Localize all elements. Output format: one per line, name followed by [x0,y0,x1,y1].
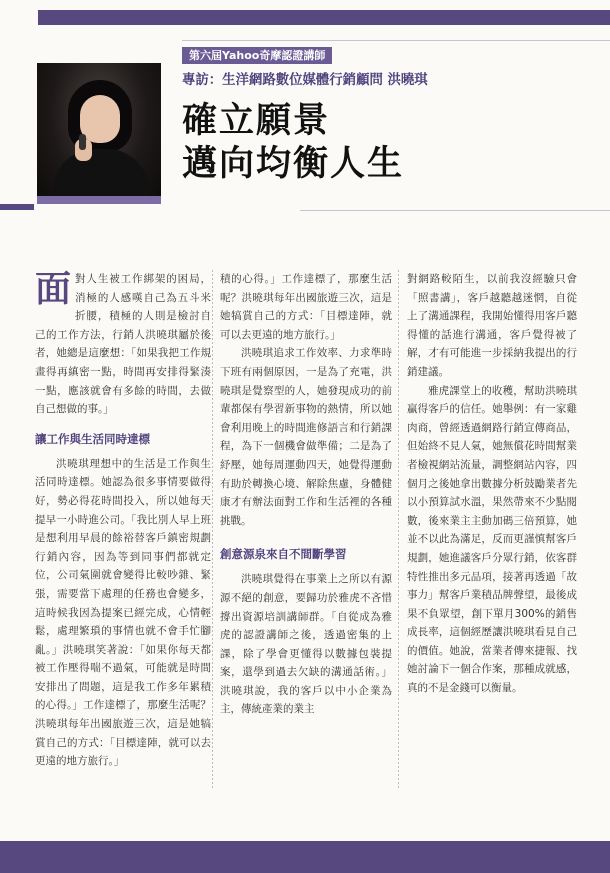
column-1 [35,270,211,833]
header-bottom-rule [300,210,610,211]
top-divider [182,40,610,41]
microphone-icon [79,134,86,150]
section-heading: 創意源泉來自不間斷學習 [220,547,347,562]
article-title [182,100,404,186]
body-paragraph: 洪曉琪理想中的生活是工作與生活同時達標。她認為很多事情要做得好，勢必得花時間投入，所以她每天提早一小時進公司。「我比別人早上班是想利用早晨的餘裕替客戶鎮密規劃行銷內容，因為等到同事們都就定位，公司氣圍就會變得比較吵雜、緊張，需要當下處理的任務也會變多，這時候我因為提案已經完成，心情輕鬆，處理繁瑣的事情也就不會手忙腳亂。」洪曉琪笑著說：「如果你每天都被工作壓得喘不過氣，可能就是時間安排出了問題，這是我工作多年累積的心得。」工作達標了，那麼生活呢？洪曉琪每年出國旅遊三次，這是她犒賞自己的方式：「目標達陣，就可以去更遠的地方旅行。」 [35,457,211,768]
photo-face [80,95,120,143]
section-heading: 讓工作與生活同時達標 [35,431,150,446]
portrait-photo [37,63,161,204]
photo-accent-band [37,196,161,204]
interview-byline: 專訪：生洋網路數位媒體行銷顧問 洪曉琪 [182,73,428,88]
bottom-accent-bar [0,841,610,873]
column-3 [407,270,577,698]
body-paragraph: 洪曉琪追求工作效率、力求準時下班有兩個原因，一是為了充電，洪曉琪是覺察型的人，她發現成功的前輩都保有學習新事物的熱情，所以她會利用晚上的時間進修語言和行銷課程，為下一個機會做準備；二是為了紓壓，她每周運動四天，她覺得運動有助於轉換心境、解除焦慮，身體健康才有辦法面對工作和生活裡的各種挑戰。 [220,347,392,527]
column-divider [398,270,399,790]
body-paragraph-continued: 積的心得。」工作達標了，那麼生活呢？洪曉琪每年出國旅遊三次，這是她犒賞自己的方式：「目標達陣，就可以去更遠的地方旅行。」 [220,273,392,341]
title-line-1: 確立願景 [182,101,331,141]
left-accent-bar [0,204,34,210]
body-paragraph: 雅虎課堂上的收穫，幫助洪曉琪贏得客戶的信任。她舉例：有一家雞肉商，曾經透過網路行銷宣傳商品，但始終不見人氣，她無償花時間幫業者檢視網站流量，調整網站內容，四個月之後她拿出數據分析鼓勵業者先以小預算試水溫，果然帶來不少點閱數，後來業主主動加碼三倍預算，她並不以此為滿足，反而更謹慎幫客戶規劃，她進議客戶分眾行銷，依客群特性推出多元品項，接著再透過「故事力」幫客戶業積品牌聲望，最後成果不負眾望，創下單月300%的銷售成長率，這個經歷讓洪曉琪看見自己的價值。她說，當業者傳來捷報、找她討論下一個合作案，那種成就感，真的不是金錢可以衡量。 [407,384,577,695]
column-2 [220,270,392,719]
column-divider [212,270,213,790]
drop-cap: 面 [35,269,72,310]
lead-paragraph-block [35,270,211,419]
body-paragraph: 洪曉琪覺得在事業上之所以有源源不絕的創意，要歸功於雅虎不吝惜撐出資源培訓講師群。「自從成為雅虎的認證講師之後，透過密集的上課，除了學會更懂得以數據包裝提案，還學到過去欠缺的溝通話術。」洪曉琪說，我的客戶以中小企業為主，傳統產業的業主 [220,573,392,716]
body-paragraph-continued: 對網路較陌生，以前我沒經驗只會「照書講」，客戶越聽越迷惘，自從上了溝通課程，我開始懂得用客戶聽得懂的話進行溝通，客戶覺得被了解，才有可能進一步採納我提出的行銷建議。 [407,273,577,378]
lead-paragraph: 對人生被工作綁架的困局，消極的人感嘆自己為五斗米折腰，積極的人則是檢討自己的工作方法，行銷人洪曉琪屬於後者，她總是這麼想：「如果我把工作規畫得再縝密一點，時間再安排得緊湊一點，應該就會有多餘的時間，去做自己想做的事。」 [35,273,211,416]
title-line-2: 邁向均衡人生 [182,144,405,184]
top-accent-bar [38,10,610,25]
kicker-label: 第六屆Yahoo奇摩認證講師 [182,47,332,64]
